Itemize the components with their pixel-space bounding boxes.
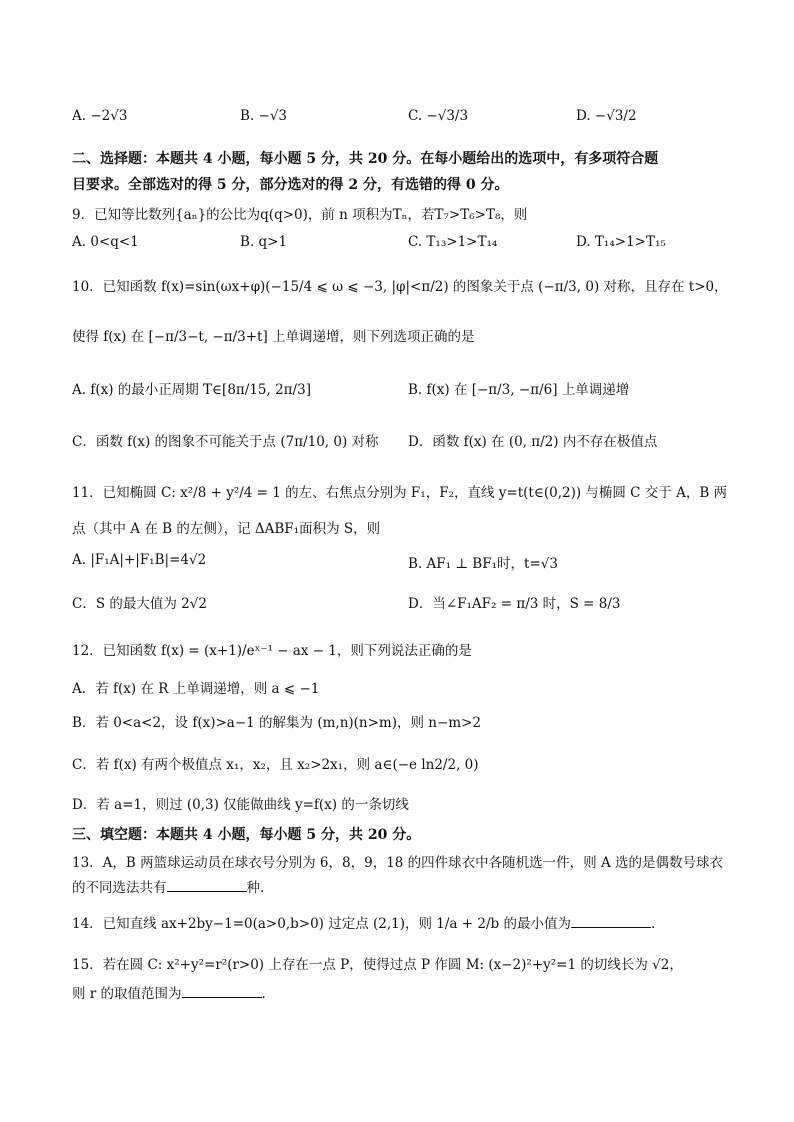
q9-stem: 9．已知等比数列{aₙ}的公比为q(q>0)，前 n 项积为Tₙ，若T₇>T₆>T₈，则 <box>72 207 528 223</box>
q11-options-row2 <box>72 592 738 622</box>
option-c: C. −√3/3 <box>408 108 469 124</box>
q10-option-a: A. f(x) 的最小正周期 T∈[8π/15, 2π/3] <box>72 382 311 398</box>
q9-options <box>72 234 738 264</box>
q11-option-c: C．S 的最大值为 2√2 <box>72 596 207 612</box>
q12-stem: 12．已知函数 f(x) = (x+1)/eˣ⁻¹ − ax − 1，则下列说法正确的是 <box>72 643 472 659</box>
q10-option-c: C．函数 f(x) 的图象不可能关于点 (7π/10, 0) 对称 <box>72 434 379 450</box>
q10-stem-line2: 使得 f(x) 在 [−π/3−t, −π/3+t] 上单调递增，则下列选项正确的是 <box>72 329 475 345</box>
q12-option-d: D．若 a=1，则过 (0,3) 仅能做曲线 y=f(x) 的一条切线 <box>72 797 409 813</box>
q10-options-row2 <box>72 430 738 460</box>
q13-answer-blank[interactable] <box>167 878 247 892</box>
q10-option-b: B. f(x) 在 [−π/3, −π/6] 上单调递增 <box>408 382 630 398</box>
q10-option-d: D．函数 f(x) 在 (0, π/2) 内不存在极值点 <box>408 434 658 450</box>
q10-stem-line1: 10．已知函数 f(x)=sin(ωx+φ)(−15/4 ⩽ ω ⩽ −3, |φ|<π/2) 的图象关于点 (−π/3, 0) 对称，且存在 t>0， <box>72 279 728 295</box>
q15-line2-pre: 则 r 的取值范围为 <box>72 986 182 1002</box>
section3-heading: 三、填空题：本题共 4 小题，每小题 5 分，共 20 分。 <box>72 827 421 843</box>
q11-stem-line1: 11．已知椭圆 C: x²/8 + y²/4 = 1 的左、右焦点分别为 F₁，F₂，直线 y=t(t∈(0,2)) 与椭圆 C 交于 A，B 两 <box>72 485 728 501</box>
q14-line <box>72 914 738 933</box>
q9-option-c: C. T₁₃>1>T₁₄ <box>408 234 498 250</box>
q11-option-a: A. |F₁A|+|F₁B|=4√2 <box>72 552 207 568</box>
section2-heading-line2: 目要求。全部选对的得 5 分，部分选对的得 2 分，有选错的得 0 分。 <box>72 177 509 193</box>
q12-option-a: A．若 f(x) 在 R 上单调递增，则 a ⩽ −1 <box>72 681 320 697</box>
option-d: D. −√3/2 <box>576 108 637 124</box>
q14-pre: 14．已知直线 ax+2by−1=0(a>0,b>0) 过定点 (2,1)，则 1/a + 2/b 的最小值为 <box>72 916 571 932</box>
q13-line2-pre: 的不同选法共有 <box>72 880 167 896</box>
q15-answer-blank[interactable] <box>182 984 262 998</box>
q9-option-d: D. T₁₄>1>T₁₅ <box>576 234 666 250</box>
q13-line2 <box>72 878 738 897</box>
q12-option-b: B．若 0<a<2，设 f(x)>a−1 的解集为 (m,n)(n>m)，则 n−m>2 <box>72 715 482 731</box>
option-a: A. −2√3 <box>72 108 128 124</box>
q9-option-a: A. 0<q<1 <box>72 234 139 250</box>
q15-line1: 15．若在圆 C: x²+y²=r²(r>0) 上存在一点 P，使得过点 P 作圆 M: (x−2)²+y²=1 的切线长为 √2， <box>72 957 683 973</box>
q11-stem-line2: 点（其中 A 在 B 的左侧），记 ΔABF₁面积为 S，则 <box>72 521 381 537</box>
q11-option-d: D．当∠F₁AF₂ = π/3 时，S = 8/3 <box>408 596 621 612</box>
q13-line2-post: 种. <box>246 880 265 896</box>
q12-option-c: C．若 f(x) 有两个极值点 x₁，x₂，且 x₂>2x₁，则 a∈(−e ln2/2, 0) <box>72 757 479 773</box>
q13-line1: 13．A，B 两篮球运动员在球衣号分别为 6，8，9，18 的四件球衣中各随机选一件，则 A 选的是偶数号球衣 <box>72 855 723 871</box>
top-options-row <box>72 108 738 138</box>
option-b: B. −√3 <box>240 108 288 124</box>
q9-option-b: B. q>1 <box>240 234 288 250</box>
section2-heading-line1: 二、选择题：本题共 4 小题，每小题 5 分，共 20 分。在每小题给出的选项中，有多项符合题 <box>72 151 659 167</box>
q15-line2 <box>72 984 738 1003</box>
q11-options-row1 <box>72 552 738 582</box>
q10-options-row1 <box>72 378 738 408</box>
q14-answer-blank[interactable] <box>571 914 651 928</box>
q15-line2-post: . <box>261 986 266 1002</box>
q14-post: . <box>650 916 656 932</box>
q11-option-b: B. AF₁ ⊥ BF₁时，t=√3 <box>408 556 558 572</box>
